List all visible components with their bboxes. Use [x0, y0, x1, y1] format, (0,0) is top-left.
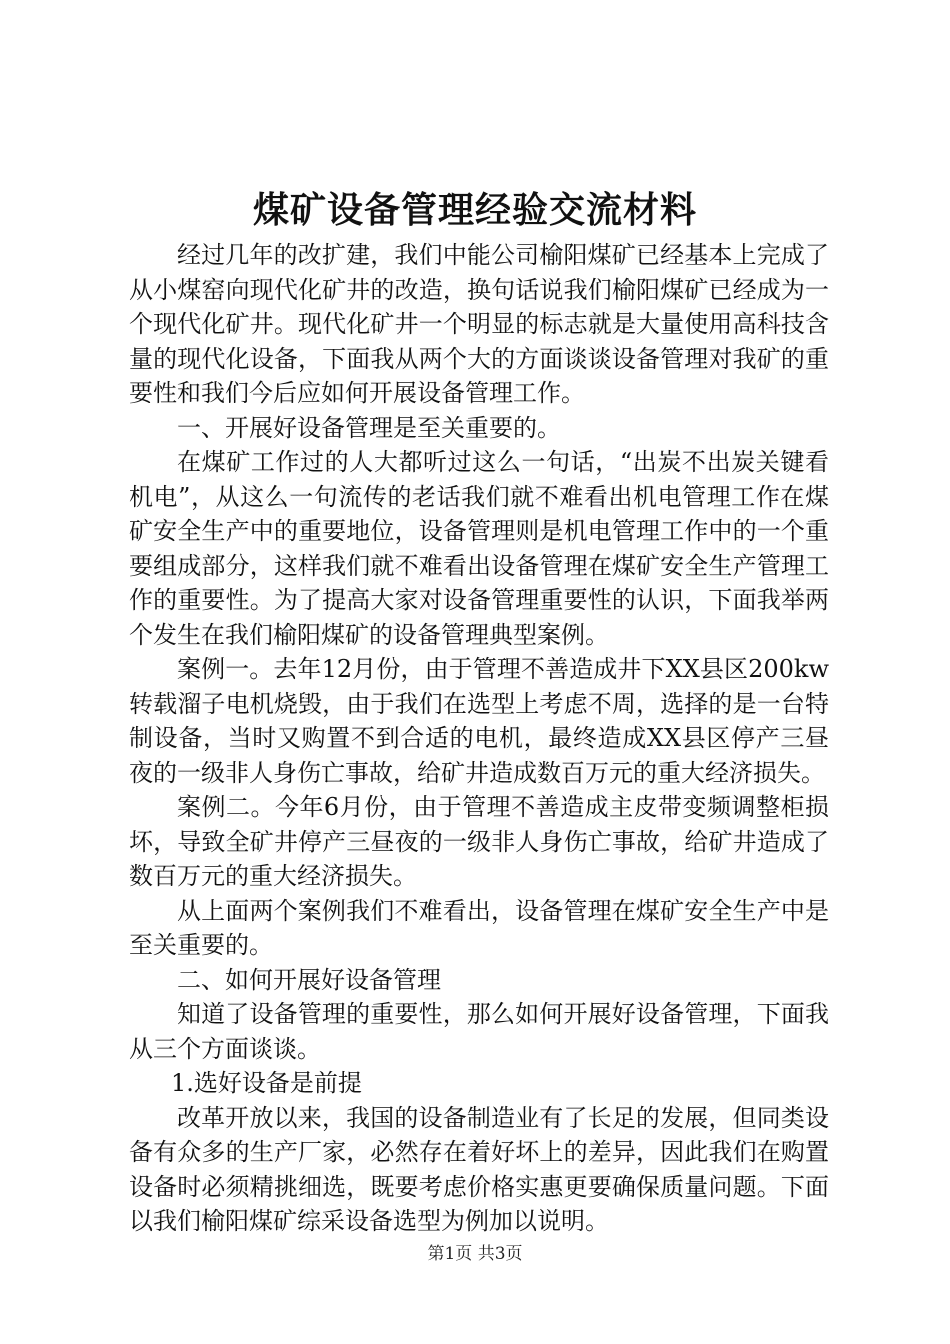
paragraph-selection: 改革开放以来，我国的设备制造业有了长足的发展，但同类设备有众多的生产厂家，必然存在着好坏上的差异，因此我们在购置设备时必须精挑细选，既要考虑价格实惠更要确保质量问题。下面以我们榆阳煤矿综采设备选型为例加以说明。: [129, 1103, 829, 1235]
subsection-heading-1: 1.选好设备是前提: [171, 1069, 362, 1097]
paragraph-case-2: 案例二。今年6月份，由于管理不善造成主皮带变频调整柜损坏，导致全矿井停产三昼夜的一级非人身伤亡事故，给矿井造成了数百万元的重大经济损失。: [129, 793, 829, 890]
paragraph-case-1: 案例一。去年12月份，由于管理不善造成井下XX县区200kw转载溜子电机烧毁，由于我们在选型上考虑不周，选择的是一台特制设备，当时又购置不到合适的电机，最终造成XX县区停产三昼夜的一级非人身伤亡事故，给矿井造成数百万元的重大经济损失。: [129, 655, 829, 787]
section-heading-1: 一、开展好设备管理是至关重要的。: [177, 413, 561, 442]
document-body: [129, 238, 829, 1239]
paragraph-conclusion: 从上面两个案例我们不难看出，设备管理在煤矿安全生产中是至关重要的。: [129, 896, 829, 959]
page-number-footer: 第1页 共3页: [427, 1244, 523, 1264]
document-title: 煤矿设备管理经验交流材料: [252, 189, 697, 231]
paragraph-intro: 经过几年的改扩建，我们中能公司榆阳煤矿已经基本上完成了从小煤窑向现代化矿井的改造，换句话说我们榆阳煤矿已经成为一个现代化矿井。现代化矿井一个明显的标志就是大量使用高科技含量的现代化设备，下面我从两个大的方面谈谈设备管理对我矿的重要性和我们今后应如何开展设备管理工作。: [129, 241, 829, 407]
paragraph-importance: 在煤矿工作过的人大都听过这么一句话，“出炭不出炭关键看机电”，从这么一句流传的老话我们就不难看出机电管理工作在煤矿安全生产中的重要地位，设备管理则是机电管理工作中的一个重要组成部分，这样我们就不难看出设备管理在煤矿安全生产管理工作的重要性。为了提高大家对设备管理重要性的认识，下面我举两个发生在我们榆阳煤矿的设备管理典型案例。: [129, 448, 829, 649]
section-heading-2: 二、如何开展好设备管理: [177, 965, 441, 994]
paragraph-how: 知道了设备管理的重要性，那么如何开展好设备管理，下面我从三个方面谈谈。: [129, 1000, 829, 1063]
